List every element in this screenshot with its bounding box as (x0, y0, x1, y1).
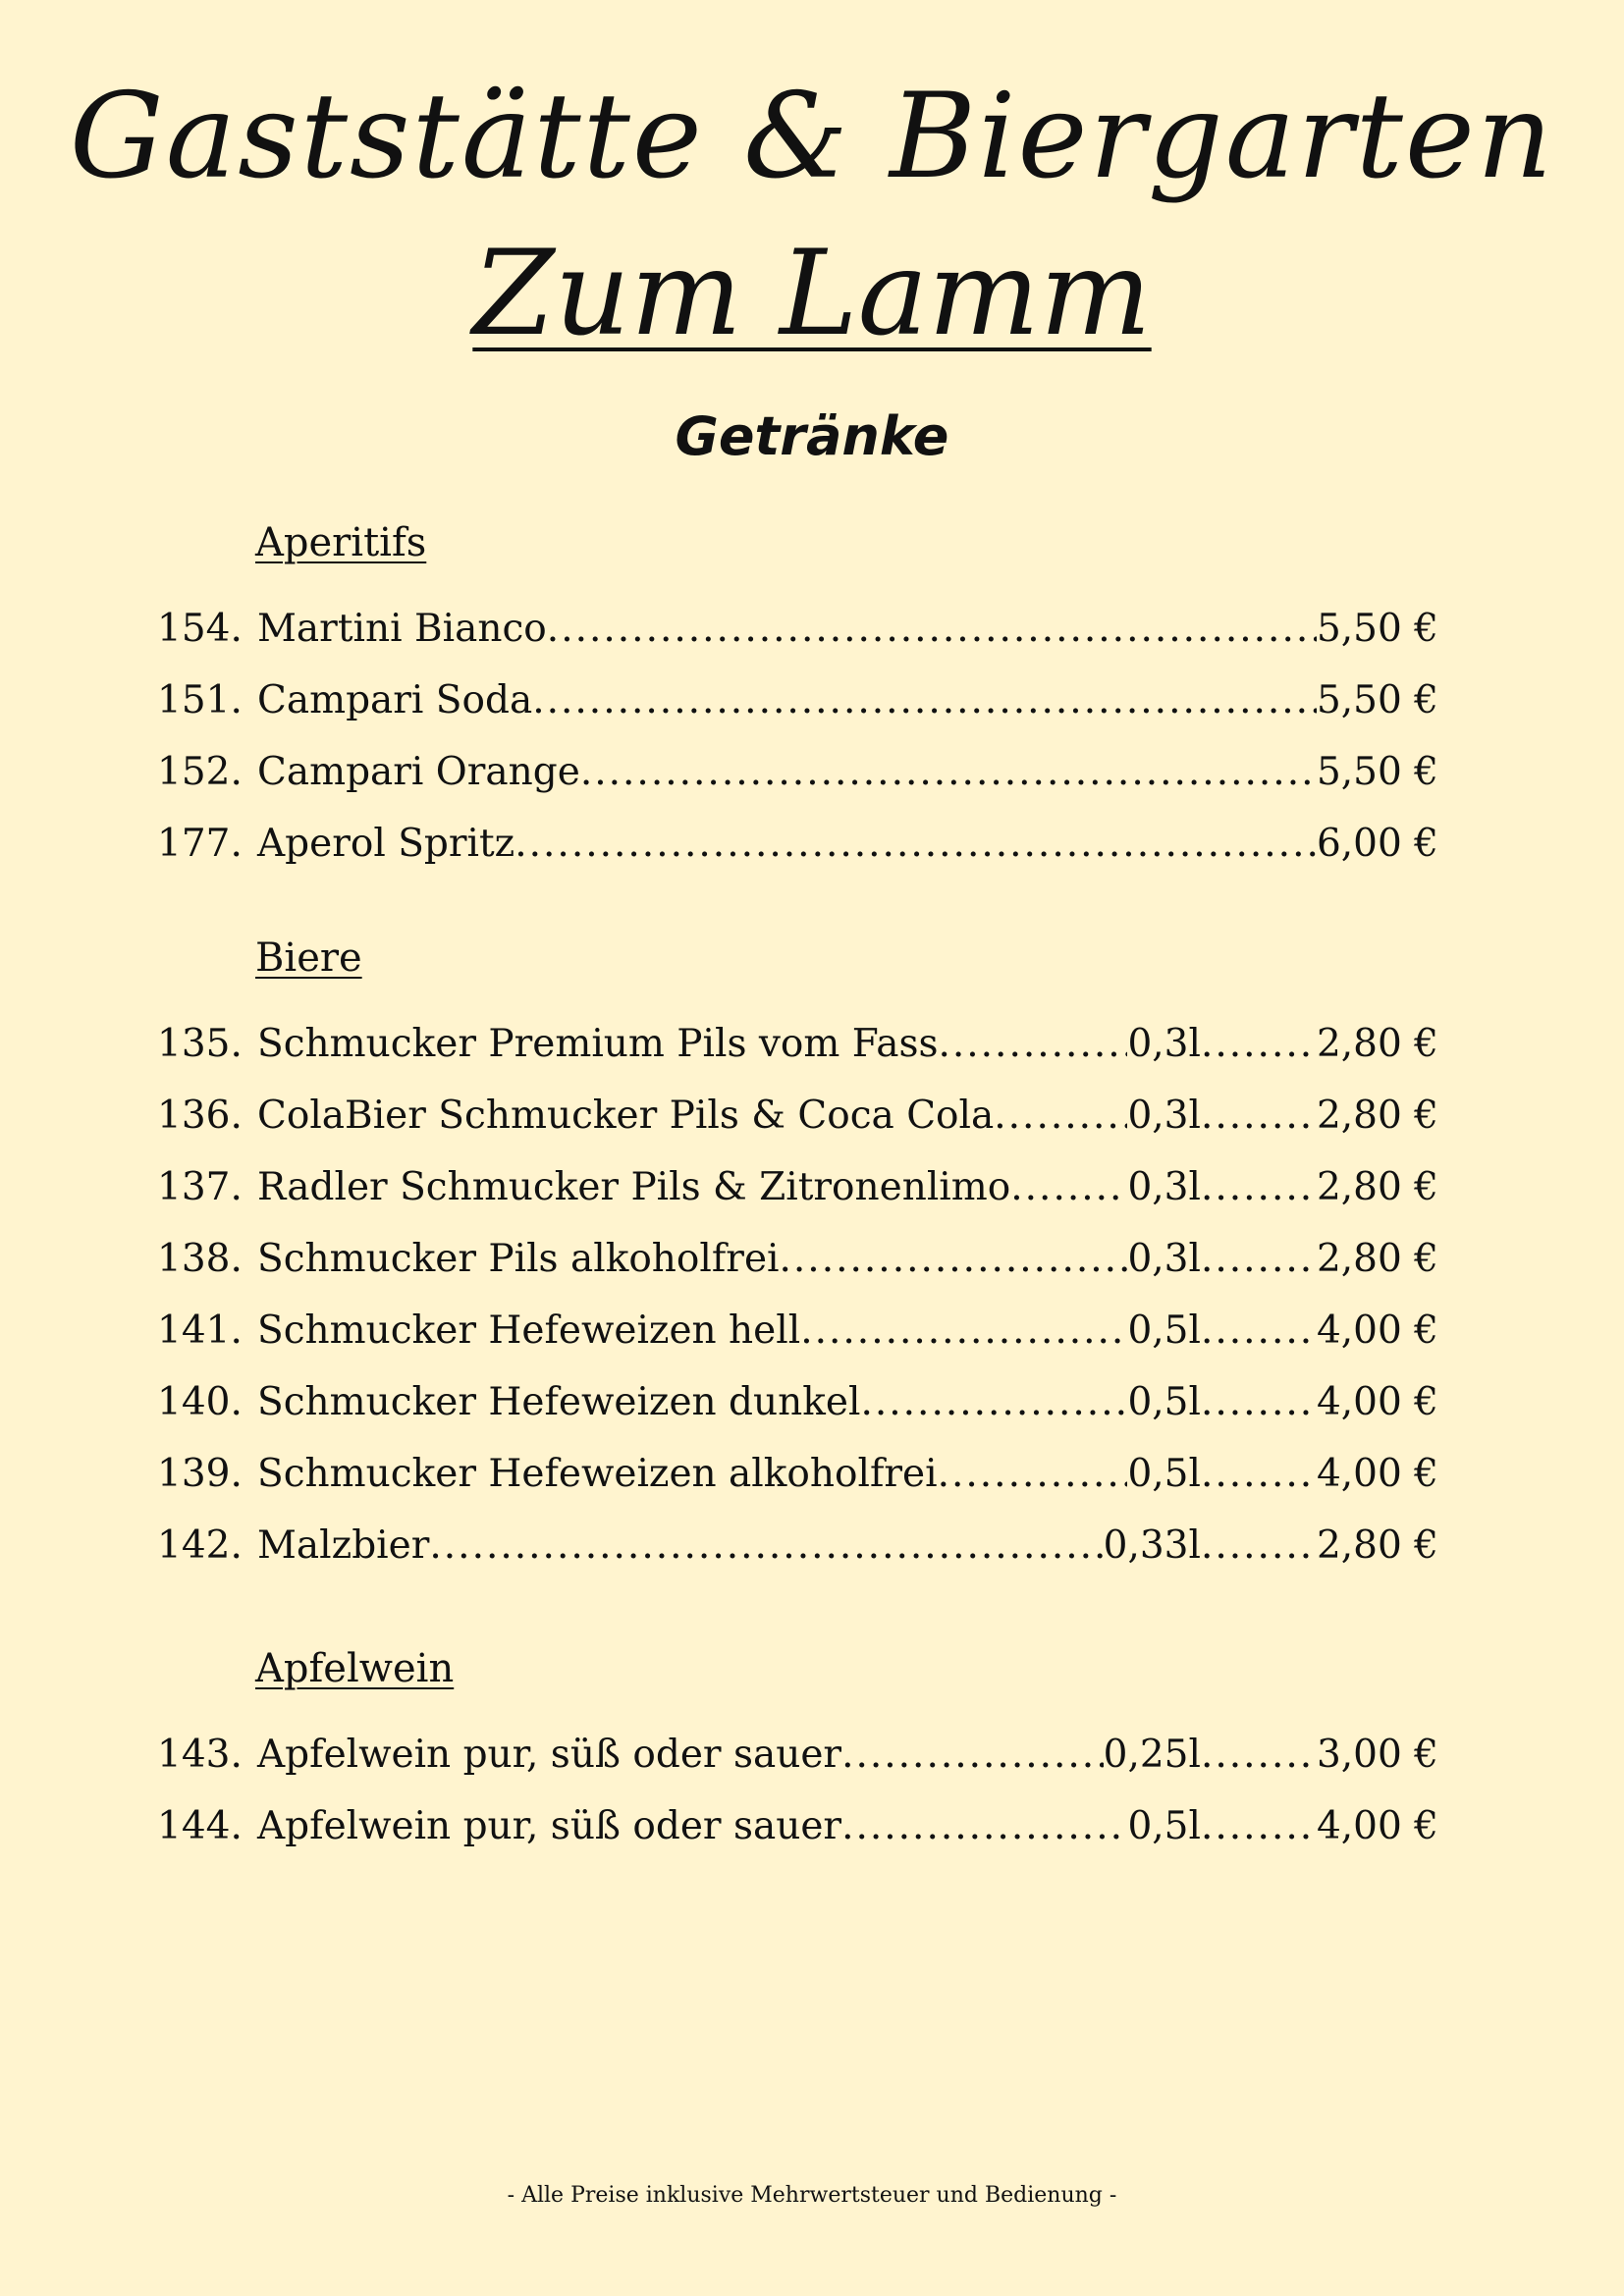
item-price: 2,80 € (1316, 1094, 1438, 1138)
item-price: 2,80 € (1316, 1022, 1438, 1066)
item-volume: 0,5l (1127, 1452, 1201, 1496)
item-number: 142. (157, 1523, 243, 1568)
dot-leader (1010, 1160, 1127, 1215)
dot-leader (580, 745, 1317, 800)
menu-item (157, 1375, 1438, 1430)
dot-leader (1201, 1728, 1317, 1783)
item-number: 143. (157, 1733, 243, 1777)
dot-leader (1201, 1232, 1317, 1287)
item-name: Schmucker Hefeweizen alkoholfrei (257, 1452, 938, 1496)
item-volume: 0,25l (1103, 1733, 1201, 1777)
dot-leader (1201, 1089, 1317, 1144)
restaurant-name-text: Zum Lamm (472, 226, 1152, 362)
menu-item (157, 673, 1438, 728)
item-number: 137. (157, 1165, 243, 1209)
item-price: 4,00 € (1316, 1308, 1438, 1353)
restaurant-name (0, 226, 1624, 363)
item-name: Schmucker Hefeweizen dunkel (257, 1380, 861, 1424)
menu-item (157, 602, 1438, 657)
item-volume: 0,5l (1127, 1308, 1201, 1353)
dot-leader (1201, 1017, 1317, 1072)
section-heading-biere: Biere (255, 935, 362, 981)
dot-leader (780, 1232, 1128, 1287)
dot-leader (1201, 1799, 1317, 1854)
dot-leader (800, 1304, 1127, 1359)
item-volume: 0,5l (1127, 1804, 1201, 1848)
dot-leader (514, 817, 1317, 872)
item-number: 139. (157, 1452, 243, 1496)
menu-item (157, 745, 1438, 800)
item-name: Schmucker Pils alkoholfrei (257, 1237, 780, 1281)
item-number: 138. (157, 1237, 243, 1281)
item-number: 141. (157, 1308, 243, 1353)
item-volume: 0,3l (1127, 1022, 1201, 1066)
item-volume: 0,3l (1127, 1094, 1201, 1138)
dot-leader (994, 1089, 1127, 1144)
price-note: - Alle Preise inklusive Mehrwertsteuer und Bedienung - (507, 2183, 1117, 2208)
menu-item (157, 1232, 1438, 1287)
item-volume: 0,3l (1127, 1165, 1201, 1209)
section-heading-apfelwein: Apfelwein (255, 1646, 455, 1691)
item-number: 135. (157, 1022, 243, 1066)
dot-leader (547, 602, 1317, 657)
item-name: Martini Bianco (257, 607, 547, 651)
item-price: 3,00 € (1316, 1733, 1438, 1777)
dot-leader (938, 1017, 1127, 1072)
dot-leader (1201, 1519, 1317, 1574)
item-price: 4,00 € (1316, 1452, 1438, 1496)
dot-leader (532, 673, 1317, 728)
item-number: 144. (157, 1804, 243, 1848)
item-name: Apfelwein pur, süß oder sauer (257, 1804, 842, 1848)
menu-item (157, 1304, 1438, 1359)
section-heading-aperitifs: Aperitifs (255, 520, 427, 565)
item-number: 152. (157, 750, 243, 794)
dot-leader (938, 1447, 1128, 1502)
item-price: 5,50 € (1316, 750, 1438, 794)
item-name: Malzbier (257, 1523, 430, 1568)
item-number: 136. (157, 1094, 243, 1138)
dot-leader (1201, 1304, 1317, 1359)
menu-item (157, 1519, 1438, 1574)
item-number: 151. (157, 678, 243, 722)
dot-leader (1201, 1160, 1317, 1215)
dot-leader (860, 1375, 1127, 1430)
item-volume: 0,5l (1127, 1380, 1201, 1424)
item-number: 154. (157, 607, 243, 651)
item-volume: 0,33l (1103, 1523, 1201, 1568)
item-number: 140. (157, 1380, 243, 1424)
item-number: 177. (157, 822, 243, 866)
item-name: ColaBier Schmucker Pils & Coca Cola (257, 1094, 995, 1138)
item-name: Apfelwein pur, süß oder sauer (257, 1733, 842, 1777)
item-price: 4,00 € (1316, 1804, 1438, 1848)
item-name: Campari Soda (257, 678, 533, 722)
dot-leader (841, 1728, 1104, 1783)
dot-leader (1201, 1447, 1317, 1502)
dot-leader (429, 1519, 1103, 1574)
menu-item (157, 817, 1438, 872)
item-name: Radler Schmucker Pils & Zitronenlimo (257, 1165, 1011, 1209)
dot-leader (841, 1799, 1127, 1854)
restaurant-title: Gaststätte & Biergarten (69, 69, 1555, 205)
item-name: Schmucker Premium Pils vom Fass (257, 1022, 939, 1066)
item-price: 4,00 € (1316, 1380, 1438, 1424)
menu-item (157, 1160, 1438, 1215)
menu-item (157, 1728, 1438, 1783)
menu-item (157, 1089, 1438, 1144)
item-volume: 0,3l (1127, 1237, 1201, 1281)
dot-leader (1201, 1375, 1317, 1430)
item-name: Aperol Spritz (257, 822, 515, 866)
menu-subtitle: Getränke (675, 405, 949, 467)
item-price: 2,80 € (1316, 1523, 1438, 1568)
item-name: Campari Orange (257, 750, 580, 794)
menu-item (157, 1447, 1438, 1502)
item-name: Schmucker Hefeweizen hell (257, 1308, 801, 1353)
item-price: 5,50 € (1316, 607, 1438, 651)
menu-item (157, 1799, 1438, 1854)
item-price: 6,00 € (1316, 822, 1438, 866)
menu-item (157, 1017, 1438, 1072)
item-price: 5,50 € (1316, 678, 1438, 722)
item-price: 2,80 € (1316, 1237, 1438, 1281)
item-price: 2,80 € (1316, 1165, 1438, 1209)
